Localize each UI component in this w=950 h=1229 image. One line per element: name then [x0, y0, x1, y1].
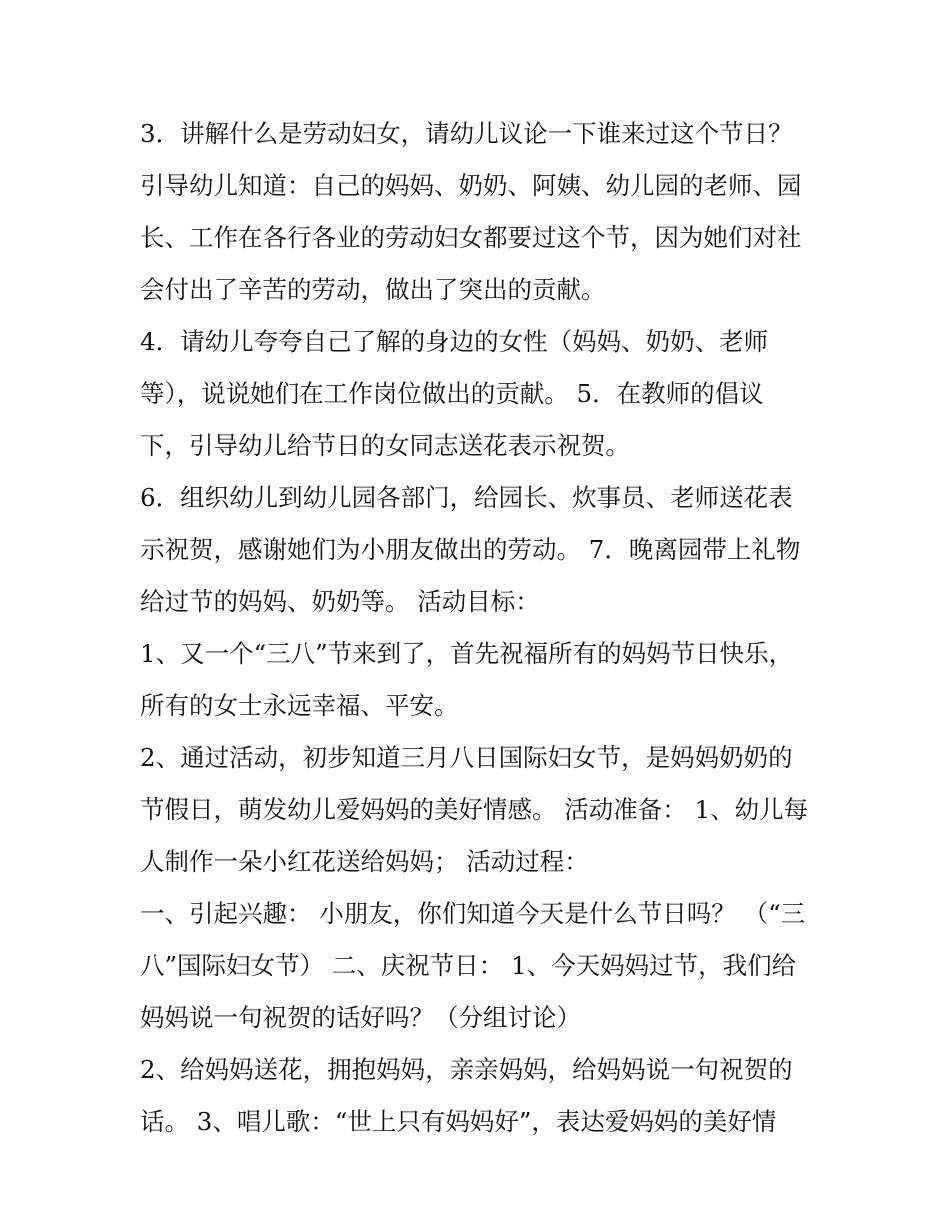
- text-line: 示祝贺，感谢她们为小朋友做出的劳动。 7．晚离园带上礼物: [140, 535, 801, 564]
- text-line: 妈妈说一句祝贺的话好吗？（分组讨论）: [140, 1003, 581, 1032]
- document-body: [140, 108, 820, 1148]
- text-line: 给过节的妈妈、奶奶等。 活动目标：: [140, 587, 540, 616]
- text-line: 4．请幼儿夸夸自己了解的身边的女性（妈妈、奶奶、老师: [140, 327, 769, 356]
- text-line: 所有的女士永远幸福、平安。: [140, 691, 459, 720]
- text-line: 八”国际妇女节） 二、庆祝节日： 1、今天妈妈过节，我们给: [140, 951, 797, 980]
- text-line: 人制作一朵小红花送给妈妈； 活动过程：: [140, 847, 589, 876]
- text-line: 会付出了辛苦的劳动，做出了突出的贡献。: [140, 275, 606, 304]
- text-line: 3．讲解什么是劳动妇女，请幼儿议论一下谁来过这个节日？: [140, 119, 793, 148]
- text-line: 2、通过活动，初步知道三月八日国际妇女节，是妈妈奶奶的: [140, 743, 793, 772]
- text-line: 1、又一个“三八”节来到了，首先祝福所有的妈妈节日快乐，: [140, 639, 794, 668]
- text-line: 下，引导幼儿给节日的女同志送花表示祝贺。: [140, 431, 630, 460]
- text-line: 6．组织幼儿到幼儿园各部门，给园长、炊事员、老师送花表: [140, 483, 793, 512]
- text-line: 长、工作在各行各业的劳动妇女都要过这个节，因为她们对社: [140, 223, 802, 252]
- text-line: 节假日，萌发幼儿爱妈妈的美好情感。 活动准备： 1、幼儿每: [140, 795, 809, 824]
- text-line: 引导幼儿知道：自己的妈妈、奶奶、阿姨、幼儿园的老师、园: [140, 171, 802, 200]
- text-line: 话。 3、唱儿歌：“世上只有妈妈好”，表达爱妈妈的美好情: [140, 1107, 777, 1136]
- text-line: 2、给妈妈送花，拥抱妈妈，亲亲妈妈，给妈妈说一句祝贺的: [140, 1055, 793, 1084]
- text-line: 一、引起兴趣： 小朋友，你们知道今天是什么节日吗？ （“三: [140, 899, 806, 928]
- text-line: 等），说说她们在工作岗位做出的贡献。 5．在教师的倡议: [140, 379, 764, 408]
